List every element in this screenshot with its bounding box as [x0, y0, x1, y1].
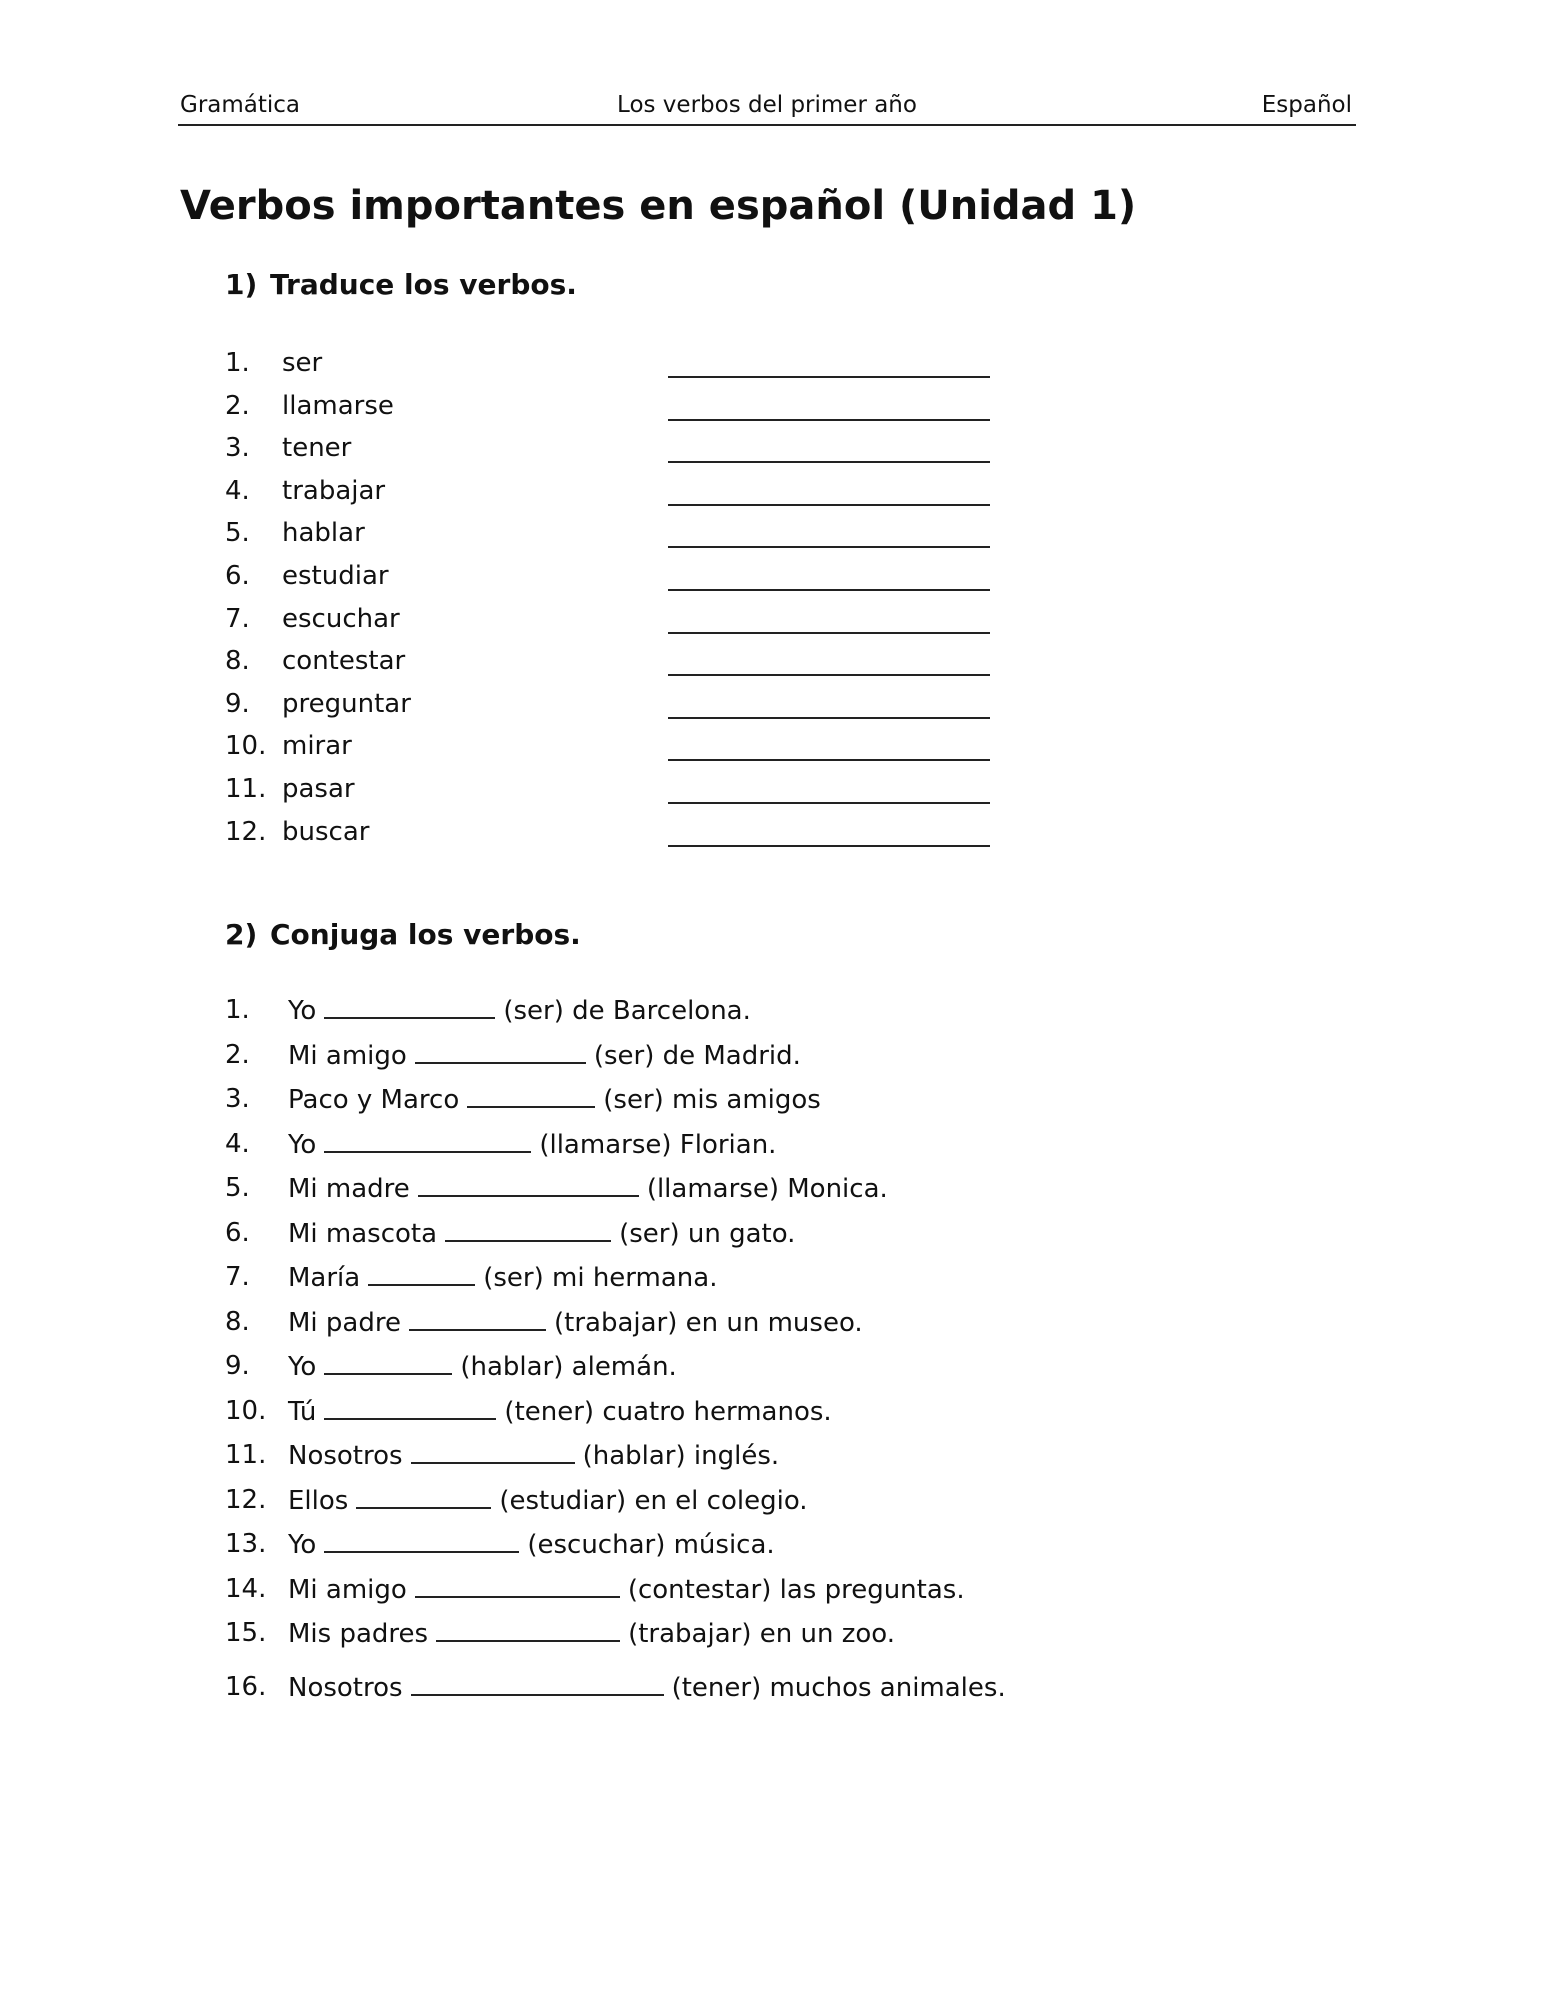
conjugation-subject: Mi mascota — [288, 1218, 438, 1249]
conjugation-subject: Yo — [288, 996, 317, 1026]
vocab-item-number: 1. — [225, 348, 250, 378]
conjugation-answer-blank[interactable] — [418, 1173, 639, 1197]
vocab-item-number: 4. — [225, 475, 250, 506]
translation-answer-line[interactable] — [668, 376, 990, 378]
conjugation-answer-blank[interactable] — [368, 1262, 475, 1286]
conjugation-item-number: 1. — [225, 995, 250, 1025]
conjugation-answer-blank[interactable] — [415, 1574, 620, 1598]
conjugation-verb-hint: (llamarse) Monica. — [646, 1174, 888, 1204]
conjugation-answer-blank[interactable] — [324, 1129, 531, 1153]
conjugation-answer-blank[interactable] — [324, 1396, 496, 1420]
vocab-item — [225, 433, 1125, 476]
vocab-item-number: 10. — [225, 731, 267, 762]
vocab-item-number: 3. — [225, 433, 250, 464]
vocab-item — [225, 561, 1125, 604]
conjugation-item — [225, 1529, 1325, 1574]
conjugation-item — [225, 1307, 1325, 1352]
section-2-number: 2) — [225, 918, 258, 951]
conjugation-answer-blank[interactable] — [324, 1529, 519, 1553]
conjugation-item-number: 3. — [225, 1084, 250, 1114]
header-left-text: Gramática — [180, 92, 301, 118]
conjugation-answer-blank[interactable] — [445, 1218, 611, 1242]
conjugation-subject: Paco y Marco — [288, 1085, 460, 1115]
conjugation-verb-hint: (trabajar) en un museo. — [553, 1307, 863, 1338]
conjugation-subject: Yo — [288, 1530, 317, 1560]
conjugation-sentence — [288, 1218, 795, 1249]
conjugation-answer-blank[interactable] — [324, 1351, 452, 1375]
vocab-item-number: 8. — [225, 646, 250, 677]
header-center-text: Los verbos del primer año — [617, 92, 917, 118]
conjugation-item-number: 15. — [225, 1618, 267, 1648]
conjugation-verb-hint: (tener) muchos animales. — [671, 1673, 1006, 1703]
conjugation-item-number: 10. — [225, 1395, 267, 1426]
conjugation-item-number: 5. — [225, 1173, 250, 1203]
conjugation-verb-hint: (ser) de Barcelona. — [503, 996, 751, 1026]
vocab-item — [225, 604, 1125, 647]
conjugation-item — [225, 1173, 1325, 1218]
conjugation-answer-blank[interactable] — [415, 1040, 586, 1064]
conjugation-subject: Mi amigo — [288, 1040, 407, 1071]
vocab-item-number: 12. — [225, 816, 267, 847]
vocab-item — [225, 348, 1125, 391]
vocab-item-word: ser — [282, 348, 323, 378]
conjugation-item-number: 8. — [225, 1306, 250, 1337]
conjugation-verb-hint: (trabajar) en un zoo. — [628, 1619, 895, 1649]
section-1-number: 1) — [225, 268, 258, 301]
conjugation-sentence — [288, 1173, 888, 1204]
translation-answer-line[interactable] — [668, 419, 990, 421]
conjugation-sentence — [288, 1129, 776, 1160]
conjugation-verb-hint: (estudiar) en el colegio. — [499, 1485, 808, 1516]
conjugation-verb-hint: (hablar) alemán. — [460, 1352, 677, 1382]
conjugation-sentence — [288, 1672, 1006, 1703]
vocab-item — [225, 774, 1125, 817]
conjugation-item-number: 2. — [225, 1039, 250, 1070]
conjugation-item-number: 16. — [225, 1672, 267, 1702]
conjugation-sentence — [288, 1351, 677, 1382]
vocab-item-word: buscar — [282, 816, 370, 847]
conjugation-item-number: 13. — [225, 1529, 267, 1559]
conjugation-item — [225, 1084, 1325, 1129]
vocab-item-word: contestar — [282, 646, 406, 677]
conjugation-item — [225, 995, 1325, 1040]
conjugation-item — [225, 1262, 1325, 1307]
vocab-item-number: 5. — [225, 518, 250, 549]
conjugation-verb-hint: (tener) cuatro hermanos. — [504, 1396, 832, 1427]
vocab-item — [225, 391, 1125, 434]
conjugation-sentence — [288, 1440, 779, 1471]
vocab-item-word: llamarse — [282, 390, 394, 421]
conjugation-subject: Nosotros — [288, 1441, 403, 1471]
conjugation-sentence — [288, 1307, 863, 1338]
vocab-item-number: 9. — [225, 688, 250, 719]
conjugation-item — [225, 1440, 1325, 1485]
conjugation-answer-blank[interactable] — [409, 1307, 546, 1331]
vocab-item-number: 7. — [225, 603, 250, 634]
conjugation-item-number: 9. — [225, 1351, 250, 1381]
conjugation-verb-hint: (ser) de Madrid. — [593, 1040, 801, 1071]
translation-answer-line[interactable] — [668, 717, 990, 719]
page-title: Verbos importantes en español (Unidad 1) — [180, 183, 1137, 229]
conjugation-verb-hint: (ser) mis amigos — [603, 1085, 821, 1115]
translation-answer-line[interactable] — [668, 461, 990, 463]
translation-answer-line[interactable] — [668, 546, 990, 548]
vocab-item-word: estudiar — [282, 560, 389, 591]
translation-answer-line[interactable] — [668, 632, 990, 634]
conjugation-subject: María — [288, 1263, 361, 1293]
conjugation-item-number: 11. — [225, 1440, 267, 1470]
vocab-item — [225, 646, 1125, 689]
section-1-heading-text: Traduce los verbos. — [270, 268, 577, 301]
conjugation-verb-hint: (hablar) inglés. — [582, 1441, 780, 1471]
conjugation-sentence — [288, 1574, 965, 1605]
conjugation-subject: Yo — [288, 1129, 317, 1160]
vocab-item — [225, 817, 1125, 860]
vocab-list — [225, 348, 1125, 859]
page-header — [178, 88, 1356, 126]
vocab-item — [225, 518, 1125, 561]
conjugation-verb-hint: (ser) mi hermana. — [483, 1263, 718, 1293]
conjugation-item-number: 6. — [225, 1217, 250, 1248]
conjugation-answer-blank[interactable] — [356, 1485, 491, 1509]
conjugation-verb-hint: (contestar) las preguntas. — [627, 1574, 965, 1605]
conjugation-answer-blank[interactable] — [436, 1618, 620, 1642]
conjugation-subject: Nosotros — [288, 1673, 403, 1703]
conjugation-item — [225, 1040, 1325, 1085]
vocab-item-number: 2. — [225, 390, 250, 421]
section-2-heading — [225, 918, 581, 951]
conjugation-sentence — [288, 1485, 808, 1516]
vocab-item-number: 11. — [225, 773, 267, 804]
vocab-item-word: trabajar — [282, 475, 386, 506]
conjugation-item-number: 7. — [225, 1262, 250, 1292]
conjugation-sentence — [288, 995, 751, 1026]
conjugation-subject: Mi madre — [288, 1174, 410, 1204]
conjugation-item — [225, 1672, 1325, 1726]
conjugation-sentence — [288, 1084, 821, 1115]
conjugation-subject: Yo — [288, 1352, 317, 1382]
conjugation-answer-blank[interactable] — [467, 1084, 595, 1108]
translation-answer-line[interactable] — [668, 589, 990, 591]
conjugation-subject: Mi amigo — [288, 1574, 407, 1605]
conjugation-subject: Mis padres — [288, 1619, 429, 1649]
translation-answer-line[interactable] — [668, 674, 990, 676]
conjugation-item — [225, 1351, 1325, 1396]
vocab-item-word: escuchar — [282, 603, 400, 634]
header-right-text: Español — [1261, 92, 1352, 118]
vocab-item-number: 6. — [225, 560, 250, 591]
vocab-item — [225, 476, 1125, 519]
conjugation-sentence — [288, 1529, 775, 1560]
conjugation-subject: Tú — [288, 1396, 317, 1427]
conjugation-verb-hint: (llamarse) Florian. — [539, 1129, 777, 1160]
vocab-item-word: hablar — [282, 518, 365, 549]
conjugation-item-number: 4. — [225, 1128, 250, 1159]
conjugation-subject: Mi padre — [288, 1307, 401, 1338]
conjugation-subject: Ellos — [288, 1485, 349, 1516]
translation-answer-line[interactable] — [668, 845, 990, 847]
conjugation-item — [225, 1485, 1325, 1530]
conjugation-item — [225, 1396, 1325, 1441]
section-2-heading-text: Conjuga los verbos. — [270, 918, 581, 951]
conjugation-sentence — [288, 1262, 717, 1293]
vocab-item — [225, 689, 1125, 732]
conjugation-sentence — [288, 1040, 801, 1071]
vocab-item-word: tener — [282, 433, 352, 464]
vocab-item-word: preguntar — [282, 688, 411, 719]
conjugation-list — [225, 995, 1325, 1726]
vocab-item-word: pasar — [282, 773, 355, 804]
conjugation-sentence — [288, 1396, 832, 1427]
vocab-item — [225, 731, 1125, 774]
vocab-item-word: mirar — [282, 731, 352, 762]
conjugation-item — [225, 1618, 1325, 1672]
conjugation-item-number: 12. — [225, 1484, 267, 1515]
translation-answer-line[interactable] — [668, 504, 990, 506]
conjugation-item — [225, 1574, 1325, 1619]
conjugation-answer-blank[interactable] — [324, 995, 495, 1019]
conjugation-item — [225, 1218, 1325, 1263]
section-1-heading — [225, 268, 577, 301]
translation-answer-line[interactable] — [668, 802, 990, 804]
conjugation-answer-blank[interactable] — [411, 1672, 664, 1696]
conjugation-answer-blank[interactable] — [411, 1440, 575, 1464]
translation-answer-line[interactable] — [668, 759, 990, 761]
conjugation-item-number: 14. — [225, 1573, 267, 1604]
conjugation-sentence — [288, 1618, 895, 1649]
conjugation-verb-hint: (ser) un gato. — [619, 1218, 796, 1249]
conjugation-item — [225, 1129, 1325, 1174]
conjugation-verb-hint: (escuchar) música. — [527, 1530, 775, 1560]
